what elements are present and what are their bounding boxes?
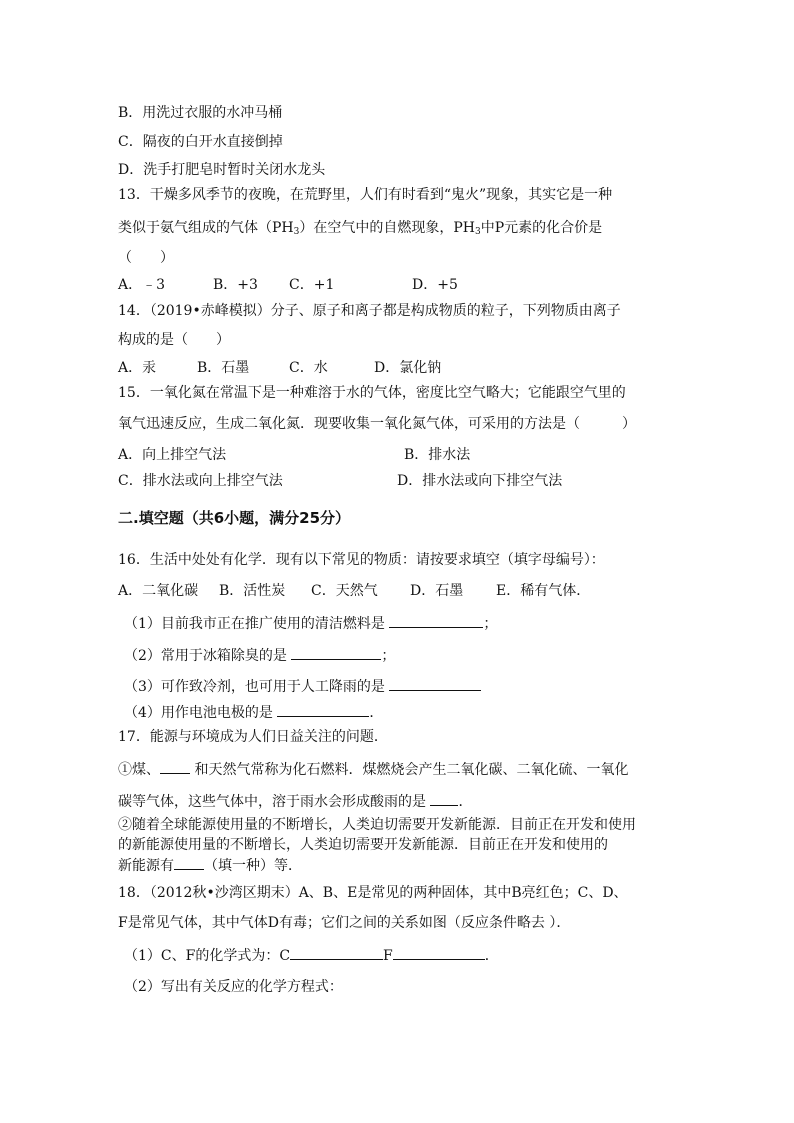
q16-option-e: E．稀有气体． xyxy=(496,583,591,599)
q17-p1-line2 xyxy=(118,792,472,811)
q13-option-d: D．+5 xyxy=(412,277,458,293)
q13-option-a: A．﹣3 xyxy=(118,277,166,293)
q17-line1: 17．能源与环境成为人们日益关注的问题． xyxy=(118,729,388,745)
q17-blank-3[interactable] xyxy=(174,856,204,870)
q16-sub1-text: （1）目前我市正在推广使用的清洁燃料是 xyxy=(124,616,385,632)
q17-blank-2[interactable] xyxy=(430,792,458,806)
q13-line1: 13．干燥多风季节的夜晚，在荒野里，人们有时看到“鬼火”现象，其实它是一种 xyxy=(118,187,613,203)
q13-line2 xyxy=(118,219,602,237)
q18-blank-f[interactable] xyxy=(393,946,485,960)
q16-option-c: C．天然气 xyxy=(311,583,378,599)
q18-sub2: （2）写出有关反应的化学方程式： xyxy=(124,979,343,995)
q17-p2-line3 xyxy=(118,856,302,875)
q12-option-b: B．用洗过衣服的水冲马桶 xyxy=(118,105,283,121)
q16-sub4 xyxy=(124,703,383,722)
q14-option-b: B．石墨 xyxy=(197,360,250,376)
q16-sub3 xyxy=(124,677,481,696)
q16-option-b: B．活性炭 xyxy=(219,583,286,599)
q18-sub1-f-label: F xyxy=(383,948,393,964)
q18-line2: F是常见气体，其中气体D有毒；它们之间的关系如图（反应条件略去 ）． xyxy=(118,915,571,931)
q16-blank-4[interactable] xyxy=(277,703,369,717)
q17-p2-line1: ②随着全球能源使用量的不断增长，人类迫切需要开发新能源．目前正在开发和使用 xyxy=(118,817,636,833)
q14-option-c: C．水 xyxy=(289,360,328,376)
q17-p1-line2-end: ． xyxy=(458,794,473,810)
q18-sub1 xyxy=(124,946,499,965)
q17-p1-line1 xyxy=(118,760,628,779)
q17-p2-line2: 的新能源使用量的不断增长，人类迫切需要开发新能源．目前正在开发和使用的 xyxy=(118,837,608,853)
q12-option-c: C．隔夜的白开水直接倒掉 xyxy=(118,134,283,150)
q15-line2: 氧气迅速反应，生成二氧化氮．现要收集一氧化氮气体，可采用的方法是（ ） xyxy=(118,416,636,432)
q16-sub1-end: ； xyxy=(483,616,498,632)
q16-sub2-end: ； xyxy=(381,648,396,664)
q13-subscript-2: 3 xyxy=(475,227,481,237)
q14-option-d: D．氯化钠 xyxy=(374,360,442,376)
q13-line2-part-b: ）在空气中的自燃现象，PH xyxy=(299,220,476,236)
q16-blank-1[interactable] xyxy=(389,614,483,628)
q16-option-a: A．二氧化碳 xyxy=(118,583,199,599)
q15-option-c: C．排水法或向上排空气法 xyxy=(118,473,283,489)
q16-sub4-text: （4）用作电池电极的是 xyxy=(124,705,273,721)
q17-blank-1[interactable] xyxy=(160,760,190,774)
q16-sub4-end: ． xyxy=(369,705,384,721)
q14-option-a: A．汞 xyxy=(118,360,157,376)
q18-line1: 18．（2012秋•沙湾区期末）A、B、E是常见的两种固体，其中B亮红色；C、D、 xyxy=(118,885,628,901)
q15-option-b: B．排水法 xyxy=(404,447,471,463)
q14-line1: 14．（2019•赤峰模拟）分子、原子和离子都是构成物质的粒子，下列物质由离子 xyxy=(118,303,621,319)
q16-sub2 xyxy=(124,646,395,665)
q13-line2-part-c: 中P元素的化合价是 xyxy=(480,220,603,236)
q14-line2: 构成的是（ ） xyxy=(118,332,230,348)
q16-sub3-text: （3）可作致冷剂，也可用于人工降雨的是 xyxy=(124,679,385,695)
q17-p1-line2-text: 碳等气体，这些气体中，溶于雨水会形成酸雨的是 xyxy=(118,794,426,810)
q17-p2-line3-text: 新能源有 xyxy=(118,858,174,874)
q17-p1-part-b: 和天然气常称为化石燃料．煤燃烧会产生二氧化碳、二氧化硫、一氧化 xyxy=(194,762,629,778)
section-heading: 二.填空题（共6小题，满分25分） xyxy=(118,509,351,527)
q13-option-b: B．+3 xyxy=(213,277,258,293)
q15-line1: 15．一氧化氮在常温下是一种难溶于水的气体，密度比空气略大；它能跟空气里的 xyxy=(118,385,626,401)
q16-blank-3[interactable] xyxy=(389,677,481,691)
q13-option-c: C．+1 xyxy=(289,277,335,293)
q18-sub1-text: （1）C、F的化学式为：C xyxy=(124,948,291,964)
q16-option-d: D．石墨 xyxy=(410,583,464,599)
q18-sub1-end: ． xyxy=(484,948,499,964)
q18-blank-c[interactable] xyxy=(290,946,383,960)
q16-sub2-text: （2）常用于冰箱除臭的是 xyxy=(124,648,287,664)
q15-option-d: D．排水法或向下排空气法 xyxy=(397,473,563,489)
q16-sub1 xyxy=(124,614,497,633)
q15-option-a: A．向上排空气法 xyxy=(118,447,227,463)
q13-subscript-1: 3 xyxy=(293,227,300,237)
q12-option-d: D．洗手打肥皂时暂时关闭水龙头 xyxy=(118,162,326,178)
q13-answer-paren: （ ） xyxy=(118,250,174,266)
q16-line1: 16．生活中处处有化学．现有以下常见的物质：请按要求填空（填字母编号）： xyxy=(118,552,605,568)
q16-blank-2[interactable] xyxy=(291,646,381,660)
q17-p2-line3-end: （填一种）等． xyxy=(204,858,302,874)
q17-p1-part-a: ①煤、 xyxy=(118,762,160,778)
q13-line2-part-a: 类似于氨气组成的气体（PH xyxy=(118,220,294,236)
